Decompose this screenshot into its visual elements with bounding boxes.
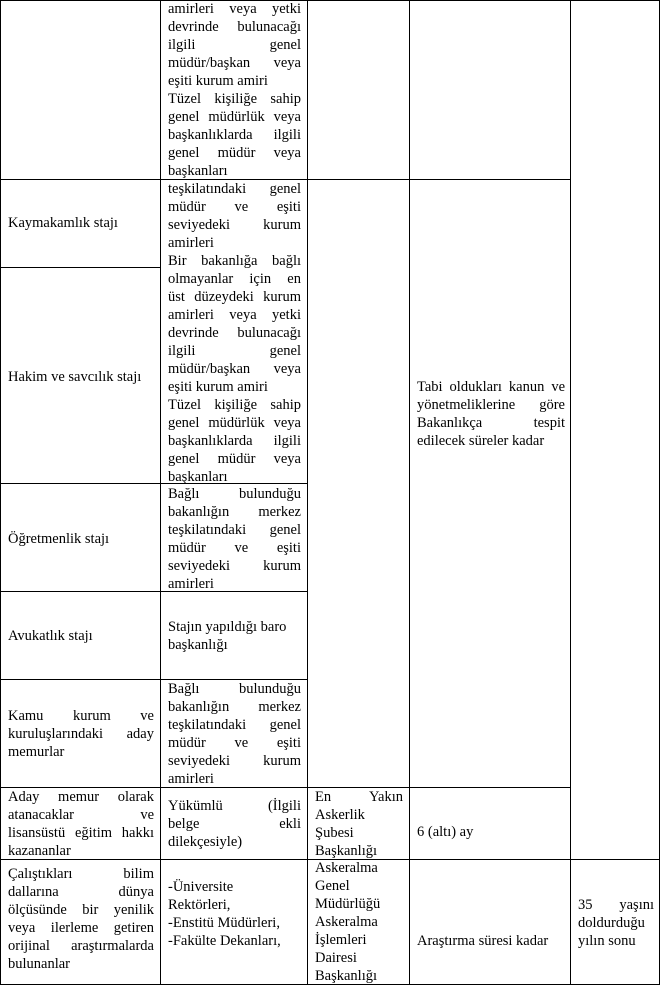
- grid-vline-3: [409, 0, 410, 985]
- hakim-approver-a: Bir bakanlığa bağlı olmayanlar için en üst düzeydeki kurum amirleri veya yetki devrinde bulunacağı ilgili genel müdür/başkan veya eşiti kurum amiri: [168, 253, 301, 395]
- avukatlik-label: Avukatlık stajı: [8, 628, 93, 644]
- merged-duration-cell: Tabi oldukları kanun ve yönetmeliklerine göre Bakanlıkça tespit edilecek süreler kadar: [417, 379, 565, 449]
- hakim-label: Hakim ve savcılık stajı: [8, 369, 142, 385]
- grid-vline-4: [570, 0, 571, 985]
- grid-hline-kaymakam: [0, 267, 161, 268]
- aday-label: Aday memur olarak atanacaklar ve lisansüstü eğitim hakkı kazananlar: [8, 789, 154, 859]
- aday-authority: En Yakın Askerlik Şubesi Başkanlığı: [315, 789, 403, 859]
- grid-vline-left: [0, 0, 1, 985]
- bilim-authority: Askeralma Genel Müdürlüğü Askeralma İşlemleri Dairesi Başkanlığı: [315, 860, 381, 984]
- aday-approver: Yükümlü (İlgili belge ekli dilekçesiyle): [168, 798, 301, 850]
- kamu-label: Kamu kurum ve kuruluşlarındaki aday memurlar: [8, 708, 154, 760]
- kaymakamlik-approver: teşkilatındaki genel müdür ve eşiti seviyedeki kurum amirleri: [168, 181, 301, 251]
- ogretmenlik-approver: Bağlı bulunduğu bakanlığın merkez teşkilatındaki genel müdür ve eşiti seviyedeki kurum amirleri: [168, 486, 301, 592]
- row1-approver-b: Tüzel kişiliğe sahip genel müdürlük veya başkanlıklarda ilgili genel müdür veya başkanları: [168, 91, 301, 179]
- grid-hline-top: [0, 0, 660, 1]
- hakim-approver-b: Tüzel kişiliğe sahip genel müdürlük veya başkanlıklarda ilgili genel müdür veya başkanları: [168, 397, 301, 485]
- bilim-approver: -Üniversite Rektörleri, -Enstitü Müdürleri, -Fakülte Dekanları,: [168, 879, 281, 949]
- grid-vline-2: [307, 0, 308, 985]
- bilim-deadline: 35 yaşını doldurduğu yılın sonu: [578, 897, 654, 949]
- bilim-label: Çalıştıkları bilim dallarına dünya ölçüsünde bir yenilik veya ilerleme getiren orijinal araştırmalarda bulunanlar: [8, 866, 154, 972]
- bilim-duration: Araştırma süresi kadar: [417, 933, 549, 949]
- avukatlik-approver: Stajın yapıldığı baro başkanlığı: [168, 619, 287, 653]
- kamu-approver: Bağlı bulunduğu bakanlığın merkez teşkilatındaki genel müdür ve eşiti seviyedeki kurum amirleri: [168, 681, 301, 787]
- ogretmenlik-label: Öğretmenlik stajı: [8, 531, 110, 547]
- aday-duration: 6 (altı) ay: [417, 824, 474, 840]
- row1-approver-a: amirleri veya yetki devrinde bulunacağı ilgili genel müdür/başkan veya eşiti kurum amiri: [168, 1, 301, 89]
- grid-vline-1: [160, 0, 161, 985]
- kaymakamlik-label: Kaymakamlık stajı: [8, 215, 118, 231]
